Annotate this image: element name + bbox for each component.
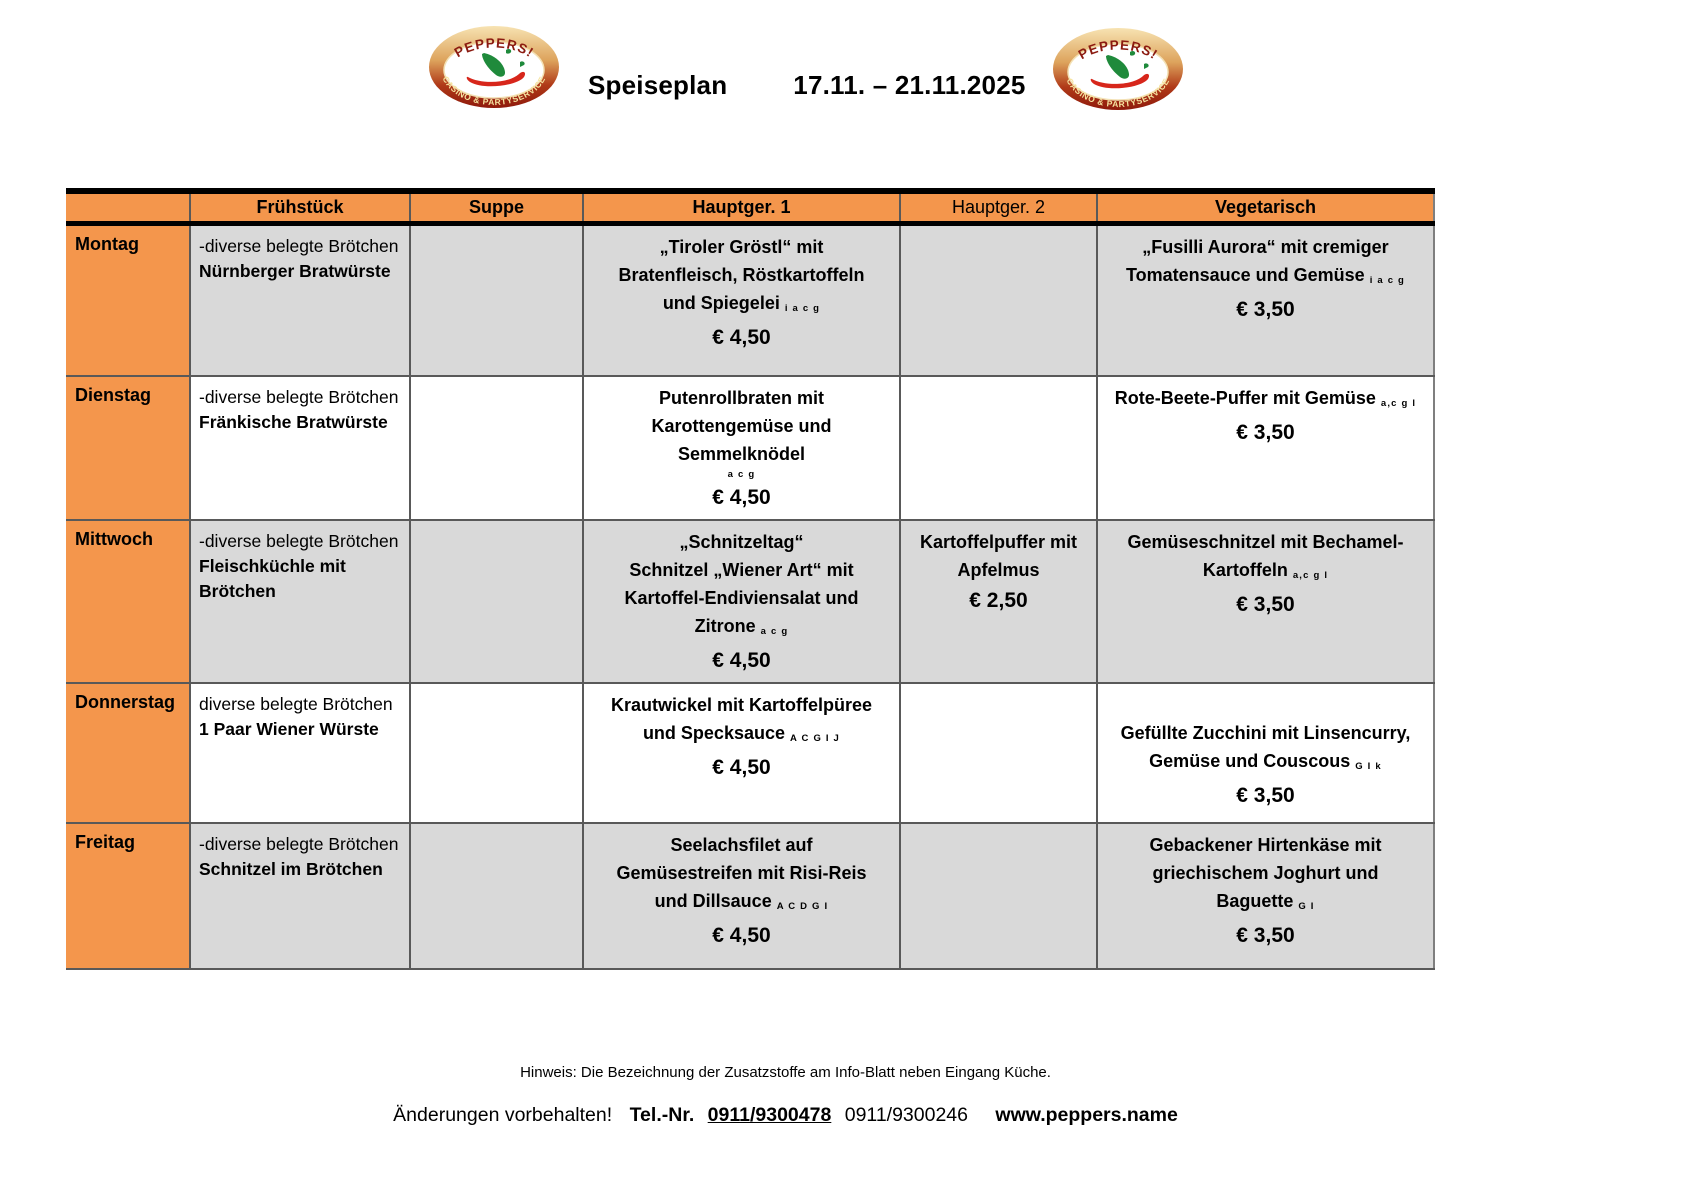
allergen-codes: a,c g l (1380, 397, 1417, 409)
cell-dienstag-haupt2 (900, 376, 1097, 520)
menu-item-line: Kartoffelpuffer mit (920, 531, 1077, 552)
tel-number-secondary: 0911/9300246 (844, 1104, 968, 1126)
price-montag: € 3,50 (1236, 298, 1295, 321)
menu-item-line: -diverse belegte Brötchen (199, 530, 399, 551)
cell-montag-fruehstueck (190, 224, 410, 376)
menu-item-line: und Dillsauce A C D G I (654, 890, 829, 912)
price-mittwoch: € 4,50 (712, 648, 771, 672)
cell-mittwoch-fruehstueck (190, 520, 410, 683)
price-freitag: € 3,50 (1236, 923, 1295, 947)
price-donnerstag: € 4,50 (712, 755, 771, 779)
allergen-codes: A C G I J (790, 732, 841, 744)
menu-item-line: „Fusilli Aurora“ mit cremiger (1142, 237, 1389, 257)
menu-item-line: -diverse belegte Brötchen (199, 386, 399, 407)
menu-item-line: Kartoffeln a,c g l (1202, 559, 1329, 581)
column-header-vegetarisch: Vegetarisch (1097, 191, 1434, 224)
menu-item-line: griechischem Joghurt und (1152, 862, 1379, 883)
menu-item-line: Fleischküchle mit Brötchen (199, 555, 346, 601)
menu-item-line: Nürnberger Bratwürste (199, 261, 391, 281)
price-mittwoch: € 2,50 (969, 588, 1028, 612)
price-dienstag: € 3,50 (1236, 420, 1295, 444)
menu-item-line: Fränkische Bratwürste (199, 411, 388, 432)
price-donnerstag: € 3,50 (1236, 783, 1295, 807)
page-title-line (588, 70, 1026, 101)
website-text: www.peppers.name (995, 1104, 1178, 1126)
menu-item-line: Gebackener Hirtenkäse mit (1149, 834, 1382, 855)
menu-item-line: „Tiroler Gröstl“ mit (659, 237, 824, 257)
day-label-montag: Montag (66, 224, 190, 376)
column-header-day (66, 191, 190, 224)
menu-table-container (66, 188, 1435, 970)
menu-item-line: 1 Paar Wiener Würste (199, 718, 379, 739)
menu-item-line: Schnitzel im Brötchen (199, 858, 383, 879)
menu-item-line: Karottengemüse und (651, 415, 832, 436)
menu-item-line: Bratenfleisch, Röstkartoffeln (618, 265, 865, 285)
cell-mittwoch-haupt2 (900, 520, 1097, 683)
menu-item-line: -diverse belegte Brötchen (199, 236, 399, 256)
menu-item-line: Zitrone a c g (694, 615, 789, 637)
menu-item-line: und Spiegelei i a c g (662, 293, 821, 314)
day-label-donnerstag: Donnerstag (66, 683, 190, 823)
peppers-logo-badge-icon (1052, 27, 1184, 111)
allergen-codes: a c g (760, 625, 789, 637)
allergen-codes: i a c g (784, 303, 821, 314)
column-header-frühstück: Frühstück (190, 191, 410, 224)
column-header-hauptger-1: Hauptger. 1 (583, 191, 900, 224)
cell-montag-haupt1 (583, 224, 900, 376)
cell-donnerstag-vegetarisch (1097, 683, 1434, 823)
menu-table (66, 188, 1435, 970)
row-freitag (66, 823, 1434, 969)
cell-dienstag-vegetarisch (1097, 376, 1434, 520)
cell-freitag-fruehstueck (190, 823, 410, 969)
cell-montag-vegetarisch (1097, 224, 1434, 376)
cell-freitag-suppe (410, 823, 583, 969)
cell-donnerstag-haupt2 (900, 683, 1097, 823)
column-header-row (66, 191, 1434, 224)
menu-item-line: Rote-Beete-Puffer mit Gemüse a,c g l (1114, 387, 1417, 409)
row-donnerstag (66, 683, 1434, 823)
menu-item-line: Gemüse und Couscous G I k (1149, 750, 1382, 772)
logo-tagline-text: CASINO & PARTYSERVICE (1064, 76, 1172, 110)
menu-table-head (66, 191, 1434, 224)
cell-freitag-haupt1 (583, 823, 900, 969)
day-label-freitag: Freitag (66, 823, 190, 969)
peppers-logo-left (428, 25, 560, 109)
zusatzstoffe-hinweis: Hinweis: Die Bezeichnung der Zusatzstoffe am Info-Blatt neben Eingang Küche. (520, 1064, 1051, 1081)
menu-item-line: Baguette G I (1216, 890, 1315, 912)
allergen-codes: G I (1298, 900, 1315, 912)
menu-item-line: Gefüllte Zucchini mit Linsencurry, (1120, 722, 1411, 743)
menu-item-line: Seelachsfilet auf (670, 834, 813, 855)
column-header-hauptger-2: Hauptger. 2 (900, 191, 1097, 224)
price-mittwoch: € 3,50 (1236, 592, 1295, 616)
menu-item-line: -diverse belegte Brötchen (199, 833, 399, 854)
price-dienstag: € 4,50 (712, 485, 771, 509)
cell-dienstag-haupt1 (583, 376, 900, 520)
cell-mittwoch-haupt1 (583, 520, 900, 683)
menu-item-line: Schnitzel „Wiener Art“ mit (629, 559, 854, 580)
price-freitag: € 4,50 (712, 923, 771, 947)
menu-item-line: und Specksauce A C G I J (642, 722, 841, 744)
cell-montag-suppe (410, 224, 583, 376)
logo-brand-text: PEPPERS! (451, 35, 537, 61)
menu-item-line: „Schnitzeltag“ (679, 531, 804, 552)
cell-dienstag-suppe (410, 376, 583, 520)
page-title: Speiseplan (588, 70, 728, 100)
menu-item-line: Krautwickel mit Kartoffelpüree (610, 694, 873, 715)
aenderungen-text: Änderungen vorbehalten! (393, 1104, 613, 1126)
price-montag: € 4,50 (712, 326, 771, 349)
logo-brand-text: PEPPERS! (1075, 37, 1161, 63)
peppers-logo-badge-icon (428, 25, 560, 109)
day-label-mittwoch: Mittwoch (66, 520, 190, 683)
cell-freitag-haupt2 (900, 823, 1097, 969)
menu-table-body (66, 224, 1434, 969)
footer-contact-line (0, 1104, 1571, 1127)
menu-item-line: Apfelmus (957, 559, 1040, 580)
menu-item-line: Putenrollbraten mit (658, 387, 824, 408)
allergen-codes: a c g (727, 468, 756, 480)
allergen-codes: A C D G I (776, 900, 829, 912)
cell-donnerstag-haupt1 (583, 683, 900, 823)
tel-label: Tel.-Nr. (629, 1104, 695, 1126)
menu-item-line: diverse belegte Brötchen (199, 693, 393, 714)
peppers-logo-right (1052, 27, 1184, 111)
allergen-codes: a,c g l (1292, 569, 1329, 581)
menu-item-line: Kartoffel-Endiviensalat und (624, 587, 859, 608)
cell-dienstag-fruehstueck (190, 376, 410, 520)
allergen-codes: G I k (1355, 760, 1382, 772)
allergen-codes: i a c g (1369, 275, 1406, 286)
blank-line (1106, 691, 1425, 719)
cell-donnerstag-suppe (410, 683, 583, 823)
tel-number-primary: 0911/9300478 (707, 1104, 832, 1126)
logo-tagline-text: CASINO & PARTYSERVICE (440, 74, 548, 108)
row-dienstag (66, 376, 1434, 520)
cell-freitag-vegetarisch (1097, 823, 1434, 969)
cell-mittwoch-vegetarisch (1097, 520, 1434, 683)
menu-item-line: Semmelknödel (677, 443, 806, 464)
menu-item-line: Gemüsestreifen mit Risi-Reis (616, 862, 867, 883)
cell-mittwoch-suppe (410, 520, 583, 683)
menu-item-line: Gemüseschnitzel mit Bechamel- (1127, 531, 1404, 552)
menu-item-line: Tomatensauce und Gemüse i a c g (1125, 265, 1406, 286)
column-header-suppe: Suppe (410, 191, 583, 224)
cell-donnerstag-fruehstueck (190, 683, 410, 823)
row-mittwoch (66, 520, 1434, 683)
row-montag (66, 224, 1434, 376)
date-range: 17.11. – 21.11.2025 (793, 70, 1026, 100)
day-label-dienstag: Dienstag (66, 376, 190, 520)
cell-montag-haupt2 (900, 224, 1097, 376)
